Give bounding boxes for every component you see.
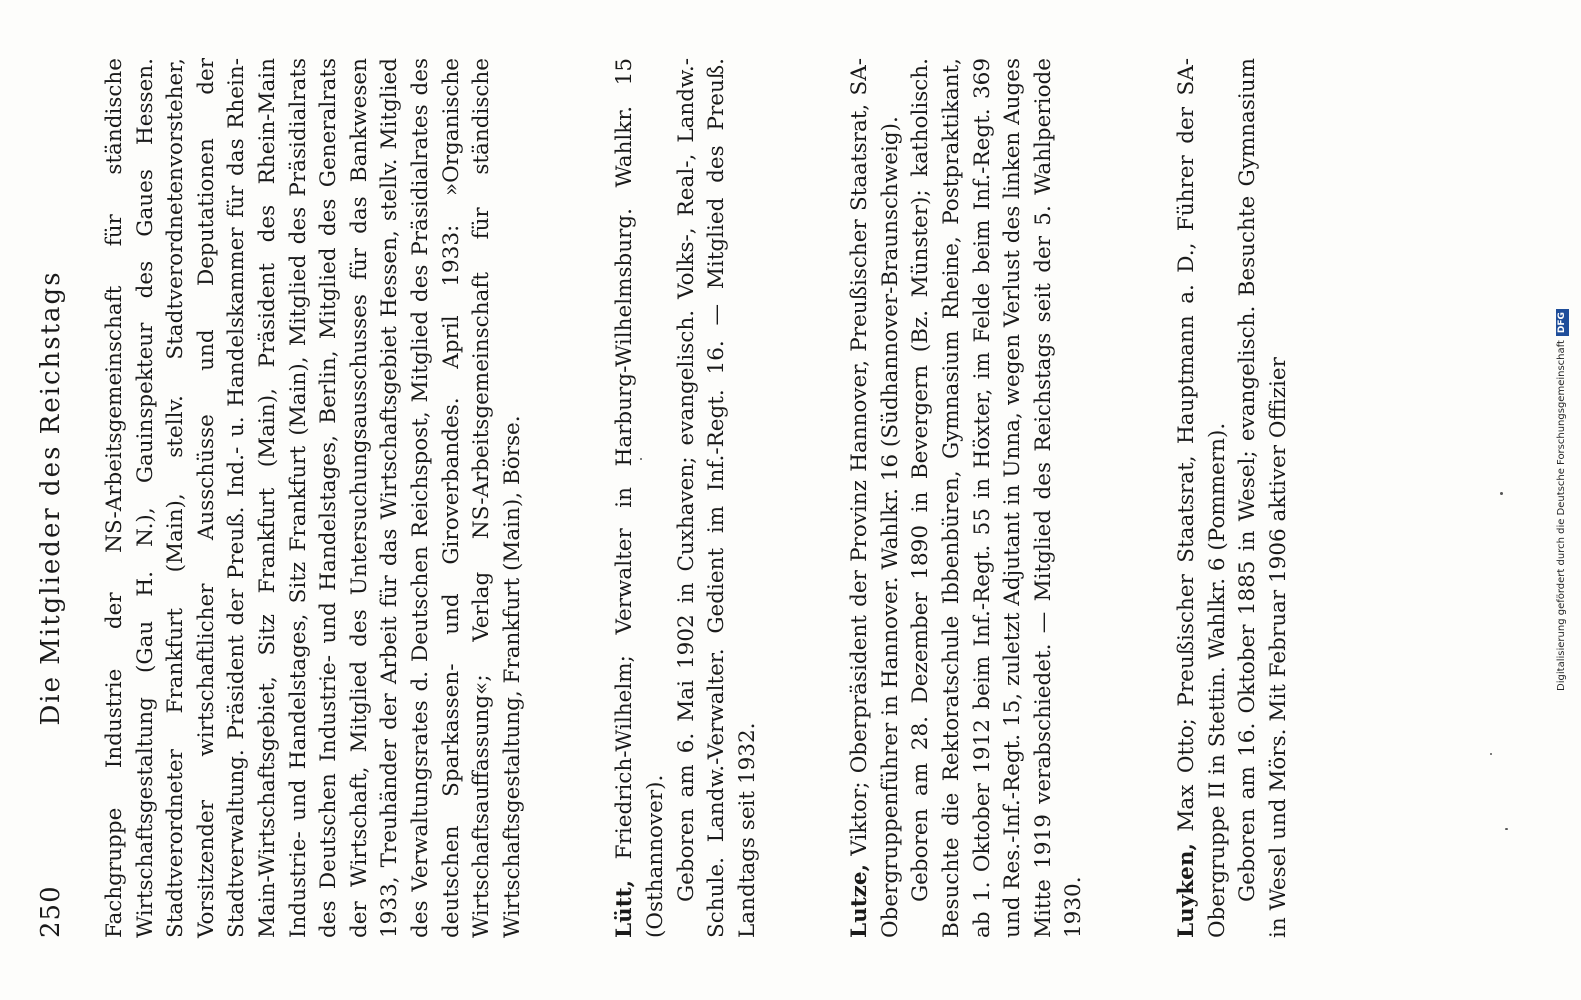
entry-biography: Geboren am 16. Oktober 1885 in Wesel; evangelisch. Besuchte Gymnasium in Wesel und Mörs. Mit Februar 1906 aktiver Offizier [1235,58,1291,938]
entry-first-paragraph [845,58,906,938]
scan-speck [640,458,642,460]
entry-lutze [845,58,1090,938]
entry-continuation [100,58,528,938]
scan-speck [1490,753,1492,755]
entry-biography: Geboren am 6. Mai 1902 in Cuxhaven; evangelisch. Volks-, Real-, Landw.-Schule. Landw.-Verwalter. Gedient im Inf.-Regt. 16. — Mitglied des Preuß. Landtags seit 1932. [673,58,760,938]
digitization-credit [1552,0,1572,1000]
entry-first-paragraph [1172,58,1233,938]
entry-paragraph: Fachgruppe Industrie der NS-Arbeitsgemeinschaft für ständische Wirtschaftsgestaltung (Gau H. N.), Gauinspekteur des Gaues Hessen. Stadtverordneter Frankfurt (Main), stellv. Stadtverordnetenvorsteher, Vorsitzender wirtschaftlicher Ausschüsse und Deputationen der Stadtverwaltung. Präsident der Preuß. Ind.- u. Handelskammer für das Rhein-Main-Wirtschaftsgebiet, Sitz Frankfurt (Main), Präsident des Rhein-Main Industrie- und Handelstages, Sitz Frankfurt (Main), Mitglied des Präsidialrats des Deutschen Industrie- und Handelstages, Berlin, Mitglied des Generalrats der Wirtschaft, Mitglied des Untersuchungsausschusses für das Bankwesen 1933, Treuhänder der Arbeit für das Wirtschaftsgebiet Hessen, stellv. Mitglied des Verwaltungsrates d. Deutschen Reichspost, Mitglied des Präsidialrates des deutschen Sparkassen- und Giroverbandes. April 1933: »Organische Wirtschaftsauffassung«; Verlag NS-Arbeitsgemeinschaft für ständische Wirtschaftsgestaltung, Frankfurt (Main), Börse. [102,58,525,938]
entry-name: Lütt, [612,879,638,938]
scan-speck [1500,492,1503,495]
running-title: Die Mitglieder des Reichstags [36,270,66,726]
page-number: 250 [36,885,66,938]
entry-biography: Geboren am 28. Dezember 1890 in Bevergern (Bz. Münster); katholisch. Besuchte die Rektoratschule Ibbenbüren, Gymnasium Rheine, Postpraktikant, ab 1. Oktober 1912 beim Inf.-Regt. 55 in Höxter, im Felde beim Inf.-Regt. 369 und Res.-Inf.-Regt. 15, zuletzt Adjutant in Unna, wegen Verlust des linken Auges Mitte 1919 verabschiedet. — Mitglied des Reichstags seit der 5. Wahlperiode 1930. [908,58,1087,938]
entry-first-paragraph [610,58,671,938]
entry-name: Luyken, [1174,843,1200,938]
entry-summary: Max Otto; Preußischer Staatsrat, Hauptmann a. D., Führer der SA-Obergruppe II in Stettin. Wahlkr. 6 (Pommern). [1174,58,1230,938]
page-header [30,58,80,938]
credit-text: Digitalisierung gefördert durch die Deutsche Forschungsgemeinschaft [1556,340,1567,691]
entry-luett [610,58,763,938]
entry-summary: Friedrich-Wilhelm; Verwalter in Harburg-Wilhelmsburg. Wahlkr. 15 (Osthannover). [612,58,668,938]
entry-name: Lutze, [847,863,873,938]
entry-luyken [1172,58,1294,938]
entry-summary: Viktor; Oberpräsident der Provinz Hannover, Preußischer Staatsrat, SA-Obergruppenführer in Hannover. Wahlkr. 16 (Südhannover-Braunschweig). [847,58,903,938]
body-text [100,58,1294,938]
scan-speck [1505,828,1508,830]
dfg-logo: DFG [1556,309,1569,336]
